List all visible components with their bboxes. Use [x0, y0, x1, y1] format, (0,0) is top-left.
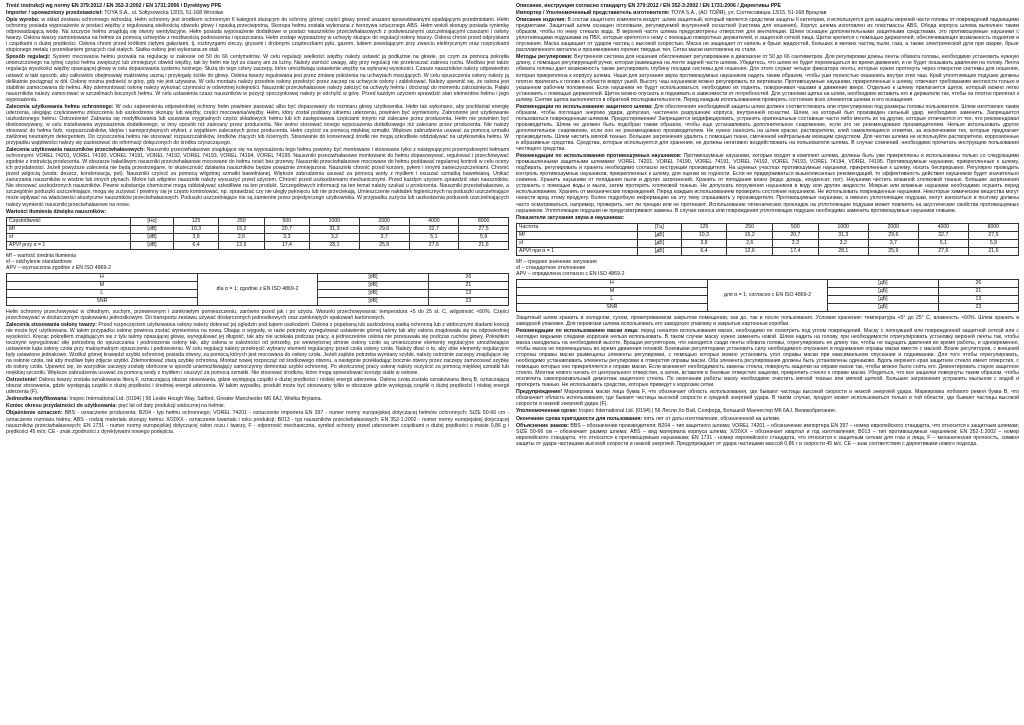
paragraphs-a-polish — [6, 17, 509, 207]
attenuation-table-title: Wartości tłumienia dźwięku nauszników: — [6, 208, 107, 215]
attenuation-table — [6, 217, 509, 250]
table-row: L [дБ] 13 — [517, 295, 1019, 303]
paragraph: Zalecenia stosowania osłony twarzy: Przed rozpoczęciem użytkowania osłony należy dokonać jej oględzin pod kątem uszkodzeń. Osłona z popękaną lub uszkodzoną siatką ochronną lub z widocznymi śladami korozji nie może być użytkowana. W takim przypadku osłonę powinna zostać wymieniona na nową. Dbając o wygodę, w razie potrzeby wyregulować ustawienie górnej taśmy tak aby osłona znajdowała się na odpowiedniej wysokości. Kręcąc pokrętłem znajdującym się z tyłu taśmy opasującej głowę, wyregulować jej długość, tak aby nie uciskała podczas pracy, a jednocześnie osłona nie przesuwała się podczas ruchów głowy. Pokrętłem tocznymi wyregulować siłę potrzebną do opuszczania i podnoszenia osłony tak, aby osłona w zależności od potrzeby, po wewnętrznej stronie osłony czoło są umieszczone elementy regulacyjne umożliwiające ustawienie kąta osłony czoła przy maksymalnym opuszczeniu i podniesieniu. W celu regulacji należy przekręcić wybrany element regulacyjny przed czoła osłony czoła. Należy dbać o to, aby obie elementy regulacyjne były ustawione jednakowo. Wzdłuż górnej krawędzi szybki ochronnej posiada otwory, za pomocą których jest mocowana do osłony czoła. Jeżeli zajdzie potrzeba wymiany szybki, należy ostrożnie zaczepy znajdujące się na osłonie czoła, tak aby możliwe było zdjęcie szybki. Zdemontować starą szybkę ochronną. Montaż nowej rozpocząć od środkowego otworu, a następnie przekładając bocznie otwory przez zaczepy zamocować szybkę do osłony czoła. Upewnić się, że wszystkie zaczepy zostały obrócone w sposób uniemożliwiający samoczynny demontaż szybki ochronnej. Po skończonej pracy osłonę należy oczyścić za pomocą miękkiej szmatki lub miękkiej szczotki. Większe zabrudzenia usuwać za pomocą wody z mydłem i osuszyć za pomocą szmatki. Nie stosować środków, które mogą spowodować korozję siatki w osłonie. — [6, 321, 509, 377]
paragraph: Уполномоченная орган: Inspec International Ltd. (0194) | 56 Лесли Хо Вэй, Солфорд, Большой Манчестер M6 6AJ, Великобритания. — [516, 408, 837, 415]
snr-condition: для α = 1; согласно с EN ISO 4869-2 — [707, 279, 827, 311]
paragraph: Zalecenia użytkowania hełmu ochronnego: W celu zapewnienia odpowiedniej ochrony hełm powinien pasować albo być dopasowany do rozmiaru głowy użytkownika. Hełm tak wykonano, aby pochłaniał energię uderzenia, ulegając częściowemu zniszczeniu lub uszkodzeniu skorupy lub więźby, części mocowania/więźby. Hełm, który został poddany silnemu uderzeniu, powinien być wymieniony. Zabronione jest użytkowanie uszkodzonego hełmu. Ostrzeżenie! Zabrania się modyfikowania lub usuwania oryginalnych części składowych hełmu lub ich zastępowania częściami innymi niż zalecane przez producenta. Hełm nie powinien być dostosowywany, w celu instalowania wyposażenia dodatkowego, w inny sposób niż zalecany przez producenta. Nie wolno stosować innego wyposażenia dodatkowego niż zalecane przez producenta. Nie należy stosować do hełmu farb, rozpuszczalników, klejów i samoprzylepnych etykiet, z wyjątkiem zalecanych przez producenta. Hełm czyścić za pomocą miękkiej szmatki. Większe zabrudzenia usuwać za pomocą szmatki zwilżonej neutralnym detergentem. Do czyszczenia hełmu nie stosować rozpuszczalników, środków żrących lub ściernych. Stosowanie do konserwacji środki nie mogą szkodliwie oddziaływać na użytkownika hełmu. W przypadku wątpliwości należy się zastosować do informacji dołączonych do środka czyszczącego. — [6, 103, 509, 147]
russian-column — [516, 3, 1019, 722]
importer-russian — [516, 10, 1019, 16]
paragraph: Hełm ochronny przechowywać w chłodnym, suchym, przewiewnym i zamkniętym pomieszczeniu, zarówno przed jak i po użyciu. Warunki przechowywania: temperatura +5 do 25 st. C, wilgotność <60%. Części przechowywać w dostarczonym opakowaniu jednostkowym. Do transportu zestawu używać dostarczonych jednostkowych oraz zamkniętych opakowań kartonowych. — [6, 308, 509, 321]
table-row: H для α = 1; согласно с EN ISO 4869-2 [дБ] 26 — [517, 279, 1019, 287]
paragraphs-b-polish — [6, 309, 509, 435]
table-row: SNR [dB] 23 — [7, 297, 509, 305]
importer-value: TOYA S.A., (АО ТОЙЯ), ул. Солтисовицка 13/15, 51-168 Вроцлав — [669, 10, 827, 17]
table-row: L [dB] 13 — [7, 289, 509, 297]
paragraph: Jednostka notyfikowana: Inspec International Ltd. (0194) | 56 Leslie Hough Way, Salford, Greater Manchester M6 6AJ, Wielka Brytania. — [6, 396, 322, 403]
paragraph: Objaśnienie oznaczeń: BBS - oznaczenie producenta; B204 - typ hełmu ochronnego; VOREL 74201 - oznaczenie importera EN 397 - numer normy europejskiej dotyczącej hełmów ochronnych; SIZE 50-66 cm - oznaczenie rozmiaru hełmu; ABS - rodzaj materiału skorupy hełmu; X/20XX - oznaczenie kwartału i roku produkcji; B013 - typ nauszników przeciwhałasowych; EN 352-1:2002 - numer normy europejskiej dotyczącej nauszników przeciwhałasowych; EN 1731 - numer normy europejskiej dotyczącej osłon oczu i twarzy, F - odporność mechaniczna, symbol ochrony przed uderzeniem cząstkami o dużej prędkości o masie 0,86 g i prędkości 45 m/s; CE - znak zgodności z dyrektywami nowego podejścia. — [6, 410, 509, 435]
snr-table — [516, 279, 1019, 312]
table-row: sf [dB] 3,9 2,6 3,3 3,2 3,7 5,1 5,9 — [7, 233, 509, 241]
paragraph: Предупреждение! Маркировка маски лица буква F, что обозначает область использования, где бывают частицы высокой скорости и низкой энергией удара. Маркировка лобового ремня буква B, что обозначает область использования, где бывают частицы высокой скорости и средней энергией удара. В таком случае, продукт может использоваться только в той области, где бывают частицы высокой скорости и низкой энергией удара (F). — [516, 389, 1019, 408]
importer-label: Importer / upoważniony przedstawiciel: — [6, 10, 103, 17]
polish-column — [6, 3, 509, 722]
attenuation-table-title: Показатели затухания звука в наушниках: — [516, 214, 625, 221]
importer-value: TOYA S.A., ul. Sołtysowicka 13/15, 51-168 Wrocław — [102, 10, 224, 17]
paragraphs-a-russian — [516, 17, 1019, 214]
snr-condition: dla α = 1; zgodnie z EN ISO 4869-2 — [197, 273, 317, 305]
table-row: Częstotliwość [Hz] 125 250 500 1000 2000 4000 8000 — [7, 217, 509, 225]
table-row: APVf przy α = 1 [dB] 6,4 12,6 17,4 28,1 25,9 27,6 21,6 — [7, 241, 509, 249]
paragraph: Zalecenia użytkowania nauszników przeciwhałasowych: Nauszniki przeciwhałasowe znajdujące się na wyposażeniu tego hełmu powinny być montowane i stosowane tylko z następującymi przemysłowymi hełmami ochronnymi: VOREL 74201, VOREL 74190, VOREL 74191, VOREL 74192, VOREL 74193, VOREL 74194, VOREL 74195. Nauszniki przeciwhałasowe montowane do hełmu dopasowywać, regulować i przechowywać zgodnie z instrukcją producenta. W obszarze hałaśliwym nauszniki przeciwhałasowe mocowane do hełmu nosić bez przerwy. Nauszniki przeciwhałasowe mocowane do hełmu poddawać regularnej kontroli w celu oceny ich przydatności. Jeżeli powyższe zalecenia nie będą przestrzegane, to skuteczność działania nauszników będzie poważnie zmniejszona. Nauszniki chronić przed kurzem, pyłem i innymi zanieczyszczeniami. Chronić przed wilgocią (woda: deszcz, kondensacja, pot). Nauszniki czyścić za pomocą wilgotnej szmatki bawełnianej. Większe zabrudzenia usuwać za pomocą wody z mydłem i osuszać szmatką bawełnianą. Unikać zanurzania nauszników w wodzie lub innych płynach. Mokre lub wilgotne nauszniki należy wysuszyć przed użyciem. Chronić przed uszkodzeniami mechanicznymi. Przed każdym użyciem sprawdzić stan nauszników. Nie stosować uszkodzonych nauszników. Pewne substancje chemiczne mogą oddziaływać szkodliwie na ten produkt. Szczegółowych informacji na ten temat należy szukać u producenta. Nauszniki przeciwhałasowe, a szczególnie poduszki uszczelniające, mogą się zużywać i powinny się je często kontrolować, np. sprawdzać czy nie uległy pęknięciu lub nie przeciekają. Umieszczenie nakładek higienicznych na poduszki uszczelniające może wpływać na właściwości akustyczne nauszników przeciwhałasowych. Poduszki uszczelniające nie są zamienne przez pojedynczego użytkownika. W przypadku zużycia lub uszkodzenia poduszek uszczelniających należy wymienić nauszniki przeciwhałasowe na nowe. — [6, 147, 509, 208]
table-row: M [dB] 21 — [7, 281, 509, 289]
paragraphs-b-russian — [516, 315, 1019, 447]
table-row: Частота [Гц] 125 250 500 1000 2000 4000 8000 — [517, 223, 1019, 231]
legend-russian: Mf – среднее значение затухания sf – стандартное отклонение APV – определена согласно с EN ISO 4869-2 — [516, 258, 625, 277]
heading-polish: Treść instrukcji wg normy EN 379:2012 / EN 352-3:2002 / EN 1731:2006 / Dyrektywy PPE — [6, 3, 222, 9]
paragraph: Koniec okresu przydatności do użytkowania: pięć lat od daty produkcji widocznej na hełmie. — [6, 403, 226, 410]
attenuation-table — [516, 223, 1019, 256]
paragraph: Методы регулировки: Внутренняя система для ношения обеспечивает регулирование в диапазоне от 50 до 66 сантиметров. Для регулировки длины ленты обхвата головы, необходимо установить нужную длину, с помощью регулирующей ручки, которая размещена на ленте задней части шлема. Убедитесь, что шлем не будет перемещаться во время движения, и не будет оказывать давления на голову. Лента обхвата головы дает возможность также регулировать глубину посадки системы для ношения. Для этого служат четыре фиксатора ленты, которые нужно протянуть через отверстия системы для ношения, которая прикреплена к корпусу шлема. Чаши для затухания звука противошумных наушников надеть таким образом, чтобы уши полностью оказались внутри этих чаш. Край уплотняющих подушек должны плотно прилегать к голове в области вокруг ушей. Высоту чаш наушников можно регулировать по вертикали. Противошумные наушники, прикрепленные к шлему, отвечают требованиям жесткости только в указанном рабочем положении. Если наушники не будут использоваться, необходимо их поднять, поворачивая чашами в движение вверх. Отдельно к шлему прилагается щиток, который можно легко установить с помощью держателей. Щиток можно опускать и поднимать в зависимости от потребностей. Для установки щитка на шлем, необходимо вставить его в держатели так, чтобы он плотно прилегал к шлему. Снятие щитка выполняется в обратной последовательности. Перед каждым использованием проверить состояние всех элементов шлема и его оснащения. — [516, 54, 1019, 103]
table-row: sf [дБ] 3,9 2,6 3,3 3,2 3,7 5,1 5,9 — [517, 239, 1019, 247]
paragraph: Описание изделия: В состав защитного комплекта входят: шлем защитный, который является средством защиты II категории, и используется для защиты верхней части головы от повреждений падающими предметами. Защитный шлем оснащен оголовьем, регулируемой внутренней оснасткой (система для ношения). Корпус шлема изготовлен из пластмассы ABS. Обода корпуса шлема выполнен таким образом, чтобы по нему стекала вода. В верхней части шлема предусмотрены отверстия для вентиляции. Шлем оснащен дополнительными защитными средствами, это противошумные наушники с уплотняющими подушками из ПВХ, которые крепятся к нему с помощью поворотных держателей, и защитной сеткой лица. Щиток крепится с помощью держателей, обеспечивающих возможность поднятия и опускания. Маска защищает от ударов частиц с высокой скоростью. Маска не защищает от капель и брызг жидкостей, больших и мелких частиц пыли, газа, а также электрической дуги при сварке, брызг расплавленного металла и проникновения горячих твердых тел. Сетка маски изготовлена из стали. — [516, 17, 1019, 54]
table-row: H dla α = 1; zgodnie z EN ISO 4869-2 [dB] 26 — [7, 273, 509, 281]
paragraph: Рекомендации по использованию маски лица: перед началом использования маски, необходимо ее осмотреть под углом повреждений. Маску с лопнувшей или поврежденной защитной сеткой или с наглядно видными следами коррозии нельзя использовать. В таком случае маску нужно заменить новой. Шлем надеть на голову, при необходимости отрегулировать установку верхней ленты так, чтобы маска находилась на необходимой высоте. Вращая регулятором, что находится сзади ленты обхвата головы, отрегулировать ее длину так, чтобы не ощущать давления во время работы, и одновременно, чтобы маска не перемещалась во время движения головой. Боковыми регуляторами установить силу необходимого опускания и поднимания оправы маски вместе с маской. Возле регуляторов, с внешней стороны оправы маски размещены элементы регулировки, с помощью которых можно установить угол оправы маски при максимальном опускании и поднимании. Для того чтобы отрегулировать, необходимо устанавливать элементы регулировки в отверстия оправы маски. Оба элемента регулирования должны быть установлены одинаково. Вдоль верхнего края защитное стекло имеет отверстия, с помощью которых оно прикрепляется к оправе маски. Если возникнет необходимость замены стекла, повернуть защелки на оправе маски так, чтобы можно было снять его. Демонтировать старое защитное стекло. Монтаж нового начать от центрального отверстия, а затем, вставляя в боковые отверстия защелки, прикрепить стекло к оправе маски. Убедиться, что все защелки повернуты таким образом, чтобы исключить самопроизвольный демонтаж защитного стекла. По окончании работы маску необходимо очистить мягкой тканью или мягкой щеткой. Большие загрязнения устранить мыльном с водой и протереть тканью. Не использовать средства, которые приведут к коррозии сетки. — [516, 327, 1019, 389]
paragraph: Рекомендации по использованию защитного шлема: Для обеспечения необходимой защиты шлем должен соответствовать или отрегулирован под размеры головы пользователя. Шлем изготовлен таким образом, чтобы поглощал энергию удара, допуская, частичное разрушение корпуса, внутренней оснастки. Шлем, на который был произведен сильный удар, необходимо заменить. Запрещается пользоваться поврежденным шлемом. Предостережение! Запрещается модифицировать, устранять оригинальные составные части либо менять их на другие, которые отличаются от тех, что рекомендовал производитель. Шлем не должен быть подобран таким образом, чтобы еще устанавливать дополнительное снаряжение, если это не рекомендовано производителем. Нельзя использовать другое дополнительное снаряжение, если оно не рекомендовано производителем. Не нужно наносить на шлем краски, растворители, клей самоклеящиеся этикетки, за исключением тех, которые предлагает производитель. Шлем чистить мягкой тканью. Большие загрязнения удалить с помощью ткани, смоченной нейтральным моющим средством. Для чистки шлема не используйте растворители, коррозионные и абразивные средства. Средства, которые используются для хранения, не должны негативно воздействовать на пользователя шлема. В случае сомнений, необходимо прочитать инструкцию пользования чистящего средства. — [516, 103, 1019, 153]
paragraph: Рекомендации по использованию противошумных наушников: Противошумные наушники, которые входят в комплект шлема, должны быть уже прикреплены и использованы только со следующими промышленными защитными шлемами: VOREL 74201, VOREL 74190, VOREL 74191, VOREL 74192, VOREL 74193, VOREL 74194, VOREL 74195. Противошумные наушники, прикрепленные к шлему, подбирать, регулировать и хранить необходимо согласно инструкции производителя. На шумных участках противошумные наушники, прикрепленные к шлему, носить беспрерывно. Регулярно проводить контроль противошумных наушников, прикрепленных к шлему, для оценки их годности. Если не придерживаться вышеописанных рекомендаций, то эффективность действия наушников будет значительно снижена. Хранить наушники от попадания пыли и других загрязнений. Хранить от попадания влаги (вода: дождь, конденсат, пот). Наушники чистить влажной хлопковой тканью. Большие загрязнения устранить с помощью воды и мыла, затем протереть хлопковой тканью. Не допускать погружения наушников в воду или другие жидкости. Мокрые или влажные наушники необходимо осушить перед использованием. Хранить от механических повреждений. Перед каждым использованием проверить состояние наушников. Не использовать поврежденные наушники. Некоторые химические вещества могут нанести вред этому продукту. Более подробную информацию на эту тему спрашивать у производителя. Противошумные наушники, а именно уплотняющие подушки, могут износиться и поэтому должны часто осматриваться, например, проверить, нет ли трещин или не протекают. Использование гигиенических прокладок на уплотняющие подушки может повлиять на акустические свойства противошумных наушников. Уплотняющие подушки не предусматривают замены. В случае износа или повреждения уплотняющих подушек необходимо заменить противошумные наушники новыми. — [516, 153, 1019, 214]
table-row: M [дБ] 21 — [517, 287, 1019, 295]
legend-polish: Mf – wartość średnia tłumienia sf – odchylenie standardowe APV – wyznaczona zgodnie z EN ISO 4869-2 — [6, 252, 111, 271]
paragraph: Защитный шлем хранить в холодном, сухом, проветриваемом закрытом помещении, как до, так и после пользования. Условия хранения: температура +5° до 25° C, влажность <60%. Шлем хранить в заводской упаковке. Для перевозки шлема использовать его заводскую упаковку и закрытые картонные коробки. — [516, 314, 1019, 327]
table-row: Mf [dB] 10,3 15,2 20,7 31,3 29,6 32,7 27,5 — [7, 225, 509, 233]
paragraph: Ostrzeżenie! Osłona twarzy została oznakowana literą F, oznaczającą obszar stosowania, gdzie występują cząstki o dużej prędkości i niskiej energii uderzenia. Osłona czoła została oznakowana literą B, oznaczającą obszar stosowania, gdzie występują cząstki o dużej prędkości i średniej energii uderzenia. W takim wypadku, produkt może być stosowany tylko w obszarze gdzie występują cząstki o dużej prędkości i niskiej energii uderzenia (F). — [6, 377, 509, 396]
paragraph: Объяснение знаков: BBS – обозначение производителя; B204 – тип защитного шлема; VOREL 74201 – обозначение импортера EN 397 – номер европейского стандарта, что относится к защитным шлемам; SIZE 50-66 см – обозначает размер шлема; ABS – вид материала корпуса шлема; X/20XX – обозначает квартал и год изготовления; B013 – тип противошумных наушников; EN 352-1:2002 – номер европейского стандарта, что относится к противошумным наушникам; EN 1731 - номер европейского стандарта, что относится к защитным сеткам для глаз и лица, F – механическая прочность, символ защиты от удара частицами высокой скорости и низкой энергией. Предупреждает от удара частицами массой 0,86 г и скорости 45 м/с; CE – знак соответствия с директивами нового подхода. — [516, 422, 1019, 447]
paragraph: Opis wyrobu: w skład zestawu ochronnego wchodzą: Hełm ochronny jest środkiem ochronnym II kategorii służącym do ochrony górnej części głowy przed urazami spowodowanymi spadającymi przedmiotami. Hełm ochronny posiada wyposażenie w postaci więźby z regulowaną wielkością obwodu głowy i opaską przeciwpotną. Skorupa hełmu została wykonana z tworzywa sztucznego ABS. Hełm wokół skorupy posiada rynienkę odprowadzającą wodę. Na szczycie hełmu znajdują się otwory wentylacyjne. Hełm posiada wyposażenie dodatkowe w postaci nauszników przeciwhałasowych z podwieszanymi uszczelniającymi czaszami i osłony twarzy. Osłona twarzy zamontowana na hełmie za pomocą uchwytów z możliwością podnoszenia i opuszczania. Hełm zostaje wyposażony w uchwyty służące do regulacji osłony twarzy. Osłona chroni przed odpryskami i cząstkami o dużej prędkości. Osłona chroni przed krótkimi ciętymi gałęziami, tj. rozbryzgami cieczy, gryzami i drobnymi cząsteczkami pyłu, gazem, lukiem powstającym przy zwarciu elektrycznym oraz rozpryskami stopionego metalu i przenikaniem gorących ciał stałych. Siatka osłony jest wykonana ze stali. — [6, 17, 509, 54]
table-row: APVf при α = 1 [дБ] 6,4 12,6 17,4 28,1 25,9 27,6 21,6 — [517, 247, 1019, 255]
table-row: Mf [дБ] 10,3 15,2 20,7 31,3 29,6 32,7 27,5 — [517, 231, 1019, 239]
paragraph: Окончание срока пригодности для пользования: пять лет от даты изготовления, обозначенной на шлеме. — [516, 415, 781, 422]
paragraph: Sposób regulacji: System mocowania hełmu pozwala na regulację w zakresie od 50 do 66 centymetrów. W celu regulacji wielkości więźby należy ustawić ją podłużnie na głowie, po czym za pomocą pokrętła umieszczonego na tylnej części hełmu zwiększyć lub zmniejszyć obwód więźby, tak by hełm nie był za ciasny ani za luźny. Należy zwrócić uwagę, aby przy regulacji nie przekraczać zakresu ruchu. Możliwa jest także regulacja wysokości więźby opasującej głowę w celu dopasowania systemu nośnego. Służą do tego cztery zaczepy, które umożliwiają ustawienie więźby na wybranej wysokości. Czasze nauszników należy odpowiednio ustawić w taki sposób, aby całkowicie obejmowały małżowinę uszną i przylegały ściśle do głowy. Osłona twarzy regulowana jest przez zmianę położenia na uchwytach mocujących. W celu opuszczenia osłony należy ją delikatnie pociągnąć w dół. Osłonę można podnieść w górę, gdy nie jest używana. W celu montażu należy przednie osłony przełożyć przez zaczep na uchwycie osłony i zablokować. Należy upewnić się, że osłona jest stabilnie zamocowana do hełmu. Aby zdemontować osłonę należy wykonać czynności w odwrotnej kolejności. Nauszniki przeciwhałasowe należy założyć na uchwyty hełmu i docisnąć do momentu zatrzaśnięcia. Pałąki nauszników należy zamocować w szczelinach bocznych hełmu. W celu ustawienia czasz nauszników w pozycji spoczynkowej należy je odchylić w górę. Przed każdym użyciem sprawdzić stan elementów hełmu i jego wyposażenia. — [6, 54, 509, 103]
importer-label: Импортер / Уполномоченный представитель изготовителя: — [516, 10, 670, 17]
importer-polish — [6, 10, 509, 16]
heading-russian: Описание, инструкция согласно стандарту EN 379:2012 / EN 352-3:2002 / EN 1731:2006 / Директивы PPE — [516, 3, 781, 9]
table-row: SNR [дБ] 23 — [517, 303, 1019, 311]
snr-table — [6, 273, 509, 306]
